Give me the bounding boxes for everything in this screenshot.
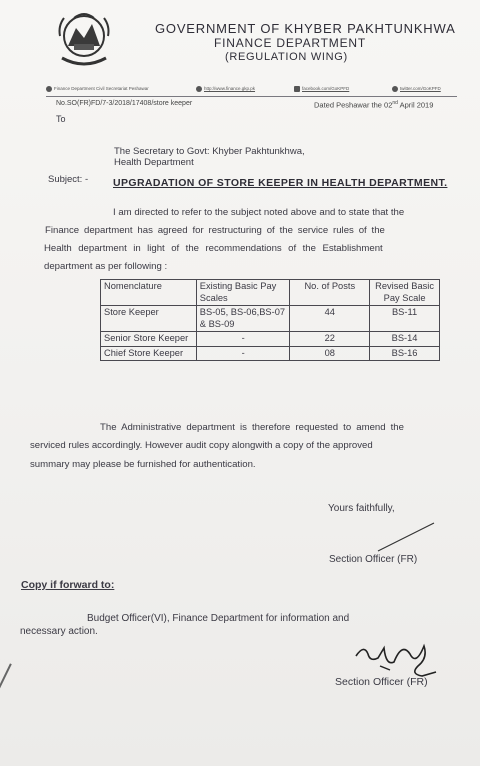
contact-twitter: twitter.com/GoKPFD [400,86,441,92]
copy-line-2: necessary action. [20,626,98,637]
government-title: GOVERNMENT OF KHYBER PAKHTUNKHWA [155,21,456,36]
signature-mark-1 [370,515,440,555]
department-title: FINANCE DEPARTMENT [214,36,366,50]
cell-existing-pay: BS-05, BS-06,BS-07 & BS-09 [196,306,290,332]
table-header-row [101,280,440,306]
contact-website: http://www.finance.gkp.pk [204,86,256,92]
addressee-line-1: The Secretary to Govt: Khyber Pakhtunkhwa, [114,146,305,157]
copy-line-1: Budget Officer(VI), Finance Department for information and [87,613,350,624]
date-prefix: Dated Peshawar the 02 [314,100,393,110]
table-row [101,306,440,332]
header-divider [46,96,457,97]
signatory-2: Section Officer (FR) [335,676,428,688]
facebook-icon [294,86,300,92]
date-suffix: nd [392,100,398,106]
margin-mark [0,663,12,696]
reference-number: No.SO(FR)FD/7-3/2018/17408/store keeper [56,100,193,107]
globe-icon [196,86,202,92]
cell-existing-pay: - [196,332,290,347]
cell-revised-pay: BS-16 [370,346,440,361]
cell-nomenclature: Senior Store Keeper [101,332,197,347]
contact-bar [46,84,446,96]
header-revised-pay: Revised Basic Pay Scale [370,280,440,306]
yours-faithfully: Yours faithfully, [328,503,395,514]
cell-posts: 22 [290,332,370,347]
closing-line-2: serviced rules accordingly. However audit copy alongwith a copy of the approved [30,440,373,451]
header-posts: No. of Posts [290,280,370,306]
signatory-1: Section Officer (FR) [329,554,418,565]
cell-posts: 08 [290,346,370,361]
table-row [101,346,440,361]
table-row [101,332,440,347]
pay-scale-table [100,279,440,361]
subject-line: UPGRADATION OF STORE KEEPER IN HEALTH DEPARTMENT. [113,177,448,189]
cell-existing-pay: - [196,346,290,361]
cell-revised-pay: BS-14 [370,332,440,347]
body-line-1: I am directed to refer to the subject noted above and to state that the [113,207,405,218]
header-existing-pay: Existing Basic Pay Scales [196,280,290,306]
wing-title: (REGULATION WING) [225,51,348,63]
contact-phone: Finance Department Civil Secretariat Peshawar [54,86,149,92]
body-line-4: department as per following : [44,261,168,272]
contact-facebook: facebook.com/GoKPFD [302,86,350,92]
body-line-3: Health department in light of the recommendations of the Establishment [44,243,383,254]
cell-posts: 44 [290,306,370,332]
header-nomenclature: Nomenclature [101,280,197,306]
phone-icon [46,86,52,92]
date-rest: April 2019 [397,100,434,110]
handwritten-signature [350,636,440,680]
copy-forward-label: Copy if forward to: [21,579,115,591]
cell-nomenclature: Store Keeper [101,306,197,332]
closing-line-3: summary may please be furnished for authentication. [30,459,256,470]
closing-line-1: The Administrative department is therefore requested to amend the [100,422,404,433]
letter-date [314,100,433,110]
government-seal-icon [52,6,116,70]
cell-nomenclature: Chief Store Keeper [101,346,197,361]
twitter-icon [392,86,398,92]
addressee-line-2: Health Department [114,157,194,168]
subject-label: Subject: - [48,174,89,185]
cell-revised-pay: BS-11 [370,306,440,332]
to-label: To [56,114,66,124]
body-line-2: Finance department has agreed for restructuring of the service rules of the [45,225,385,236]
